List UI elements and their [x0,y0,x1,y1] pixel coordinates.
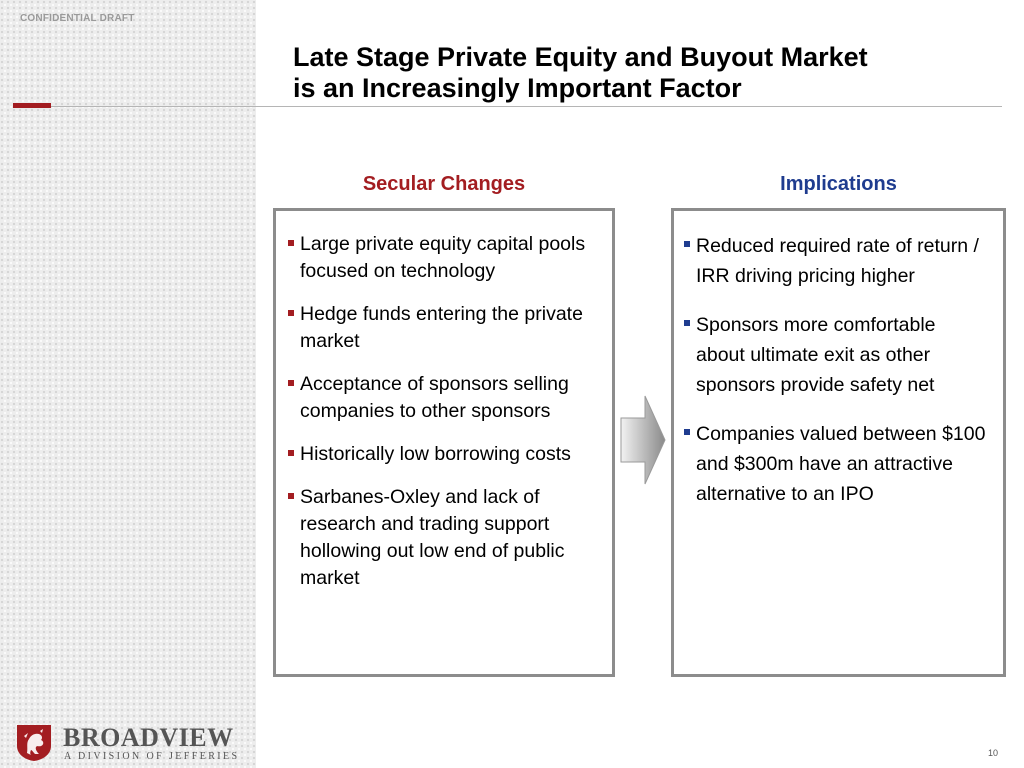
bullet-text: Reduced required rate of return / IRR driving pricing higher [696,235,979,287]
list-item [684,231,989,291]
square-bullet-icon [288,240,294,246]
right-arrow-icon [620,395,666,485]
broadview-logo [16,724,246,764]
secular-changes-box [273,208,615,677]
bullet-text: Large private equity capital pools focused on technology [300,233,586,282]
bullet-text: Companies valued between $100 and $300m have an attractive alternative to an IPO [696,423,986,505]
logo-tagline: A DIVISION OF JEFFERIES [64,751,240,762]
title-accent-bar [13,103,51,108]
square-bullet-icon [684,320,690,326]
implications-list [674,211,1003,509]
confidential-draft-label: CONFIDENTIAL DRAFT [20,13,135,24]
bullet-text: Sarbanes-Oxley and lack of research and trading support hollowing out low end of public market [300,486,565,589]
implications-heading: Implications [780,173,897,195]
title-divider [51,106,1002,107]
list-item [288,371,598,425]
list-item [288,441,598,468]
list-item [288,301,598,355]
list-item [288,484,598,592]
list-item [684,419,989,509]
page-title [293,42,993,104]
broadview-lion-shield-icon [16,724,52,762]
square-bullet-icon [288,380,294,386]
square-bullet-icon [684,241,690,247]
title-line-2: is an Increasingly Important Factor [293,73,742,103]
logo-wordmark: BROADVIEW [63,723,234,752]
list-item [684,310,989,400]
secular-changes-list [276,211,612,592]
square-bullet-icon [288,493,294,499]
list-item [288,231,598,285]
secular-changes-heading: Secular Changes [362,173,526,195]
title-line-1: Late Stage Private Equity and Buyout Market [293,42,868,72]
square-bullet-icon [288,450,294,456]
square-bullet-icon [288,310,294,316]
page-number: 10 [988,748,999,758]
bullet-text: Hedge funds entering the private market [300,303,583,352]
side-pattern-panel [0,0,256,768]
bullet-text: Acceptance of sponsors selling companies to other sponsors [300,373,569,422]
bullet-text: Sponsors more comfortable about ultimate exit as other sponsors provide safety net [696,314,936,396]
bullet-text: Historically low borrowing costs [300,443,571,465]
implications-box [671,208,1006,677]
square-bullet-icon [684,429,690,435]
